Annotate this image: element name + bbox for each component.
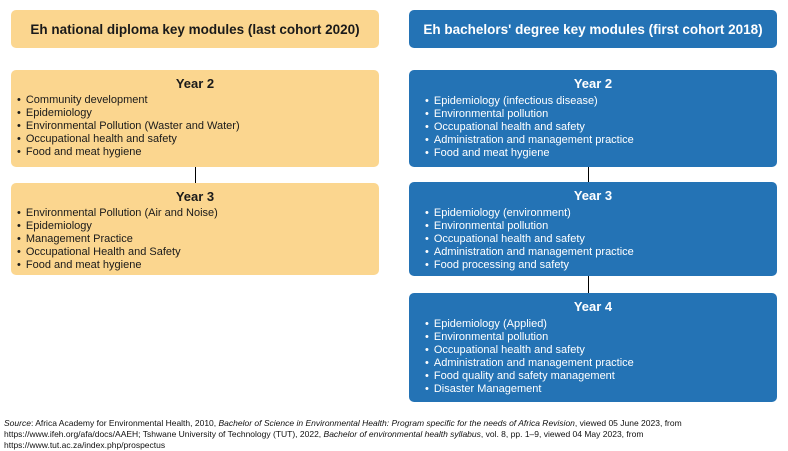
source-text-1: : Africa Academy for Environmental Health, 2010, — [30, 418, 219, 428]
list-item: • Administration and management practice — [425, 134, 777, 147]
diploma-connector-line — [195, 167, 196, 183]
degree-year-2-title: Year 2 — [573, 76, 613, 91]
degree-header-title: Eh bachelors' degree key modules (first cohort 2018) — [423, 21, 763, 37]
list-item: • Environmental pollution — [425, 220, 777, 233]
diploma-year-2-title: Year 2 — [175, 76, 215, 91]
list-item: • Environmental pollution — [425, 108, 777, 121]
list-item: • Food processing and safety — [425, 259, 777, 272]
diploma-header-title: Eh national diploma key modules (last cohort 2020) — [30, 21, 360, 37]
source-text-3: , vol. 8, pp. 1–9, viewed 04 May 2023, from https://www.tut.ac.za/index.php/prospectus — [4, 429, 644, 450]
list-item: • Epidemiology (infectious disease) — [425, 95, 777, 108]
degree-connector-line-2 — [588, 276, 589, 293]
degree-year-2-list — [409, 95, 777, 160]
list-item: • Food and meat hygiene — [17, 259, 379, 272]
diploma-header — [11, 10, 379, 48]
list-item: • Epidemiology — [17, 220, 379, 233]
list-item: • Community development — [17, 94, 379, 107]
list-item: • Occupational health and safety — [425, 233, 777, 246]
diploma-year-2-list — [11, 94, 379, 159]
source-note — [4, 418, 784, 451]
source-title-2: Bachelor of environmental health syllabus — [323, 429, 481, 439]
degree-year-2-box — [409, 70, 777, 167]
list-item: • Management Practice — [17, 233, 379, 246]
diploma-year-2-box — [11, 70, 379, 167]
degree-header — [409, 10, 777, 48]
list-item: • Occupational health and safety — [425, 344, 777, 357]
list-item: • Administration and management practice — [425, 357, 777, 370]
list-item: • Food and meat hygiene — [425, 147, 777, 160]
list-item: • Epidemiology (environment) — [425, 207, 777, 220]
degree-year-3-title: Year 3 — [573, 188, 613, 203]
diploma-year-3-title: Year 3 — [175, 189, 215, 204]
list-item: • Occupational health and safety — [425, 121, 777, 134]
list-item: • Administration and management practice — [425, 246, 777, 259]
degree-year-4-title: Year 4 — [573, 299, 613, 314]
list-item: • Epidemiology — [17, 107, 379, 120]
source-text-2: , viewed 05 June 2023, from https://www.ifeh.org/afa/docs/AAEH; Tshwane University of Technology (TUT), 2022, — [4, 418, 682, 439]
degree-year-4-box — [409, 293, 777, 402]
diploma-year-3-box — [11, 183, 379, 275]
degree-year-4-list — [409, 318, 777, 396]
source-title-1: Bachelor of Science in Environmental Health: Program specific for the needs of Africa Revision — [218, 418, 575, 428]
list-item: • Occupational Health and Safety — [17, 246, 379, 259]
list-item: • Epidemiology (Applied) — [425, 318, 777, 331]
list-item: • Disaster Management — [425, 383, 777, 396]
degree-year-3-list — [409, 207, 777, 272]
list-item: • Food quality and safety management — [425, 370, 777, 383]
list-item: • Occupational health and safety — [17, 133, 379, 146]
source-label: Source — [4, 418, 31, 428]
degree-year-3-box — [409, 182, 777, 276]
list-item: • Environmental Pollution (Waster and Water) — [17, 120, 379, 133]
diploma-year-3-list — [11, 207, 379, 272]
list-item: • Environmental pollution — [425, 331, 777, 344]
degree-connector-line-1 — [588, 167, 589, 182]
list-item: • Environmental Pollution (Air and Noise) — [17, 207, 379, 220]
list-item: • Food and meat hygiene — [17, 146, 379, 159]
